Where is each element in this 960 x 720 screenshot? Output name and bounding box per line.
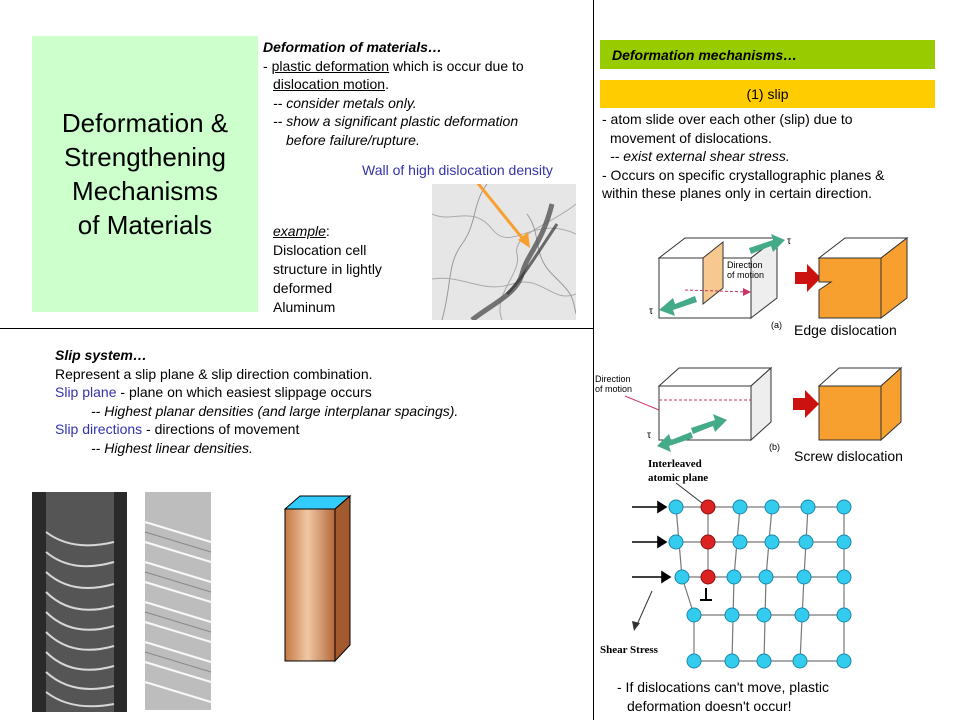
screw-dislocation-diagram <box>595 360 935 456</box>
slip-direction-note: -- Highest linear densities. <box>91 439 253 456</box>
slip-system-heading: Slip system… <box>55 347 147 363</box>
svg-text:τ: τ <box>787 236 791 247</box>
slip-system-line-1: Represent a slip plane & slip direction combination. <box>55 365 373 382</box>
mechanisms-line-2: movement of dislocations. <box>610 129 772 146</box>
mechanisms-header-label: Deformation mechanisms… <box>612 46 798 63</box>
svg-text:(a): (a) <box>771 320 782 330</box>
deformation-heading: Deformation of materials… <box>263 39 442 55</box>
vertical-divider <box>593 0 594 720</box>
svg-text:τ: τ <box>647 430 651 441</box>
edge-dislocation-diagram <box>645 230 935 335</box>
conclusion-text <box>617 678 829 716</box>
slip-plane-term: Slip plane <box>55 384 117 400</box>
shear-stress-label: Shear Stress <box>600 644 658 656</box>
mechanisms-line-1: - atom slide over each other (slip) due to <box>602 111 853 127</box>
interleaved-atoms <box>701 500 715 584</box>
lattice-bonds <box>676 507 844 661</box>
horizontal-divider <box>0 328 593 329</box>
atoms <box>669 500 851 668</box>
interleaved-label-2: atomic plane <box>648 472 709 484</box>
slip-plane-line: Slip plane - plane on which easiest slippage occurs <box>55 384 372 400</box>
deformation-line-3: -- consider metals only. <box>273 94 417 111</box>
page-title: Deformation & Strengthening Mechanisms of Materials <box>61 108 229 240</box>
dislocation-motion-link[interactable]: dislocation motion <box>273 76 386 92</box>
atomic-lattice-diagram <box>596 455 866 680</box>
deformation-line-2: dislocation motion. <box>273 76 389 92</box>
example-caption: example: Dislocation cell structure in lightly deformed Aluminum <box>273 223 382 315</box>
svg-text:of motion: of motion <box>595 384 633 394</box>
single-crystal-bar <box>284 495 354 665</box>
deformation-line-5: before failure/rupture. <box>286 131 420 148</box>
mechanisms-line-3: -- exist external shear stress. <box>610 148 790 164</box>
screw-dislocation-caption: Screw dislocation <box>794 448 903 464</box>
slip-header <box>600 80 935 108</box>
svg-text:Direction: Direction <box>595 374 631 384</box>
slip-band-photo-1 <box>32 492 127 712</box>
mechanisms-line-4: - Occurs on specific crystallographic planes & <box>602 166 885 183</box>
deformation-line-4: -- show a significant plastic deformation <box>273 113 519 129</box>
deformation-line-1: - plastic deformation which is occur due to <box>263 57 524 74</box>
svg-text:(b): (b) <box>769 442 780 452</box>
micrograph-label: Wall of high dislocation density <box>362 162 553 178</box>
conclusion-line-1: - If dislocations can't move, plastic <box>617 679 829 695</box>
result-arrow-icon-2 <box>793 390 819 418</box>
title-box <box>32 36 258 312</box>
micrograph-image <box>432 184 576 320</box>
slip-direction-line: Slip directions - directions of movement <box>55 421 300 437</box>
svg-text:τ: τ <box>649 306 653 317</box>
interleaved-label-1: Interleaved <box>648 458 702 470</box>
plastic-deformation-link[interactable]: plastic deformation <box>271 57 390 74</box>
slip-plane-note: -- Highest planar densities (and large interplanar spacings). <box>91 402 459 419</box>
slip-system-text <box>55 346 458 457</box>
shear-arrows <box>632 502 670 582</box>
mechanisms-text <box>602 110 884 203</box>
slip-direction-term: Slip directions <box>55 421 143 437</box>
deformation-text <box>263 38 524 149</box>
slip-header-label: (1) slip <box>746 86 789 102</box>
direction-label-2: of motion <box>727 270 765 280</box>
conclusion-line-2: deformation doesn't occur! <box>627 698 792 714</box>
mechanisms-header <box>600 40 935 69</box>
direction-label-1: Direction <box>727 260 763 270</box>
result-arrow-icon <box>795 264 821 292</box>
slip-band-photo-2 <box>135 492 223 710</box>
mechanisms-line-5: within these planes only in certain direction. <box>602 185 873 201</box>
edge-dislocation-caption: Edge dislocation <box>794 322 897 338</box>
